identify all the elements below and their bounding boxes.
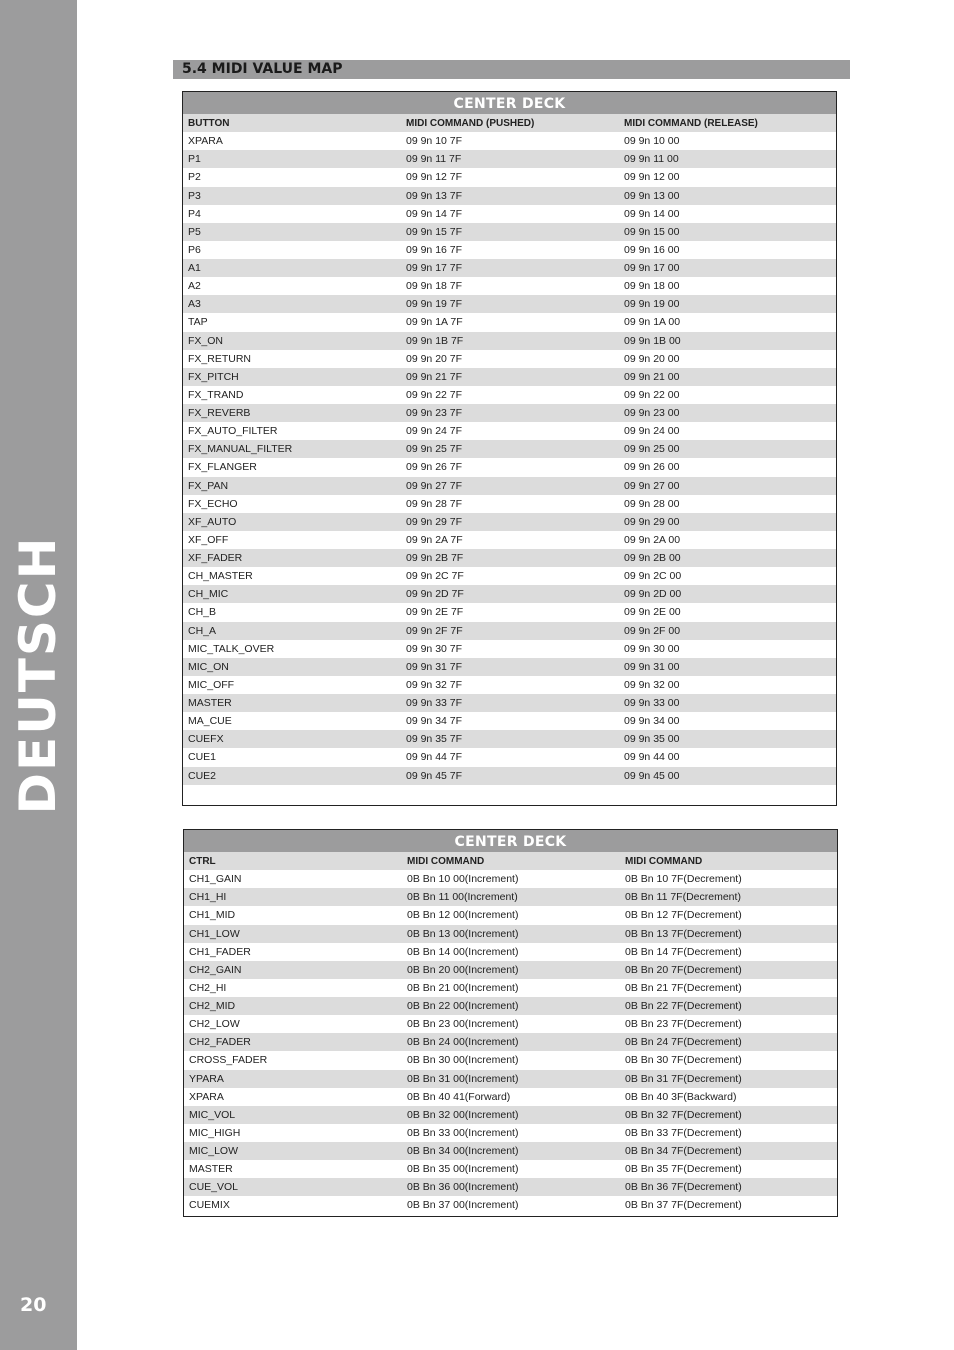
- table-cell: 09 9n 27 7F: [406, 479, 463, 492]
- table-cell: 09 9n 16 7F: [406, 243, 463, 256]
- table-cell: CH1_FADER: [189, 945, 251, 958]
- table-row: [183, 332, 836, 350]
- table-row: [183, 640, 836, 658]
- table-cell: 09 9n 15 00: [624, 225, 680, 238]
- table-cell: 09 9n 28 00: [624, 497, 680, 510]
- table-cell: MASTER: [188, 697, 232, 710]
- table-row: [183, 132, 836, 150]
- table-cell: 0B Bn 36 00(Increment): [407, 1181, 519, 1194]
- table-cell: CH_B: [188, 606, 217, 619]
- table-cell: 0B Bn 30 7F(Decrement): [625, 1054, 742, 1067]
- table-row: [183, 223, 836, 241]
- button-midi-table: [182, 91, 837, 806]
- table-row: [184, 943, 837, 961]
- table-cell: 0B Bn 30 00(Increment): [407, 1054, 519, 1067]
- table-cell: A3: [188, 298, 201, 311]
- table-cell: CH_MASTER: [188, 570, 253, 583]
- table-cell: 0B Bn 14 00(Increment): [407, 945, 519, 958]
- table-cell: 09 9n 19 7F: [406, 298, 463, 311]
- table-cell: 09 9n 21 7F: [406, 370, 463, 383]
- table-row: [184, 925, 837, 943]
- table-cell: 0B Bn 34 00(Increment): [407, 1145, 519, 1158]
- table-cell: 0B Bn 32 00(Increment): [407, 1108, 519, 1121]
- table-row: [183, 295, 836, 313]
- table-cell: 09 9n 2C 00: [624, 570, 682, 583]
- table-cell: 0B Bn 10 00(Increment): [407, 873, 519, 886]
- table-cell: 09 9n 10 7F: [406, 135, 463, 148]
- header-row: [184, 852, 837, 870]
- table-row: [184, 1142, 837, 1160]
- table-row: [183, 603, 836, 621]
- table-row: [183, 658, 836, 676]
- table-cell: 09 9n 31 7F: [406, 660, 463, 673]
- table-row: [184, 1124, 837, 1142]
- table-row: [184, 906, 837, 924]
- table-cell: 09 9n 2D 7F: [406, 588, 464, 601]
- table-cell: 09 9n 2E 7F: [406, 606, 464, 619]
- table-cell: XPARA: [188, 135, 223, 148]
- table-cell: 0B Bn 33 00(Increment): [407, 1126, 519, 1139]
- table-cell: 09 9n 25 00: [624, 443, 680, 456]
- table-cell: FX_FLANGER: [188, 461, 257, 474]
- column-header: CTRL: [189, 855, 216, 867]
- table-cell: 09 9n 2A 00: [624, 533, 681, 546]
- section-title: 5.4 MIDI VALUE MAP: [182, 61, 343, 77]
- table-cell: 0B Bn 13 00(Increment): [407, 927, 519, 940]
- table-cell: XF_FADER: [188, 552, 243, 565]
- table-row: [183, 585, 836, 603]
- table-cell: 09 9n 23 7F: [406, 407, 463, 420]
- section-header: [173, 60, 850, 79]
- table-cell: CH1_LOW: [189, 927, 240, 940]
- table-row: [183, 676, 836, 694]
- table-row: [184, 961, 837, 979]
- table-cell: MIC_TALK_OVER: [188, 642, 275, 655]
- table-row: [183, 549, 836, 567]
- table-row: [183, 730, 836, 748]
- table-cell: P3: [188, 189, 201, 202]
- table-cell: FX_ON: [188, 334, 224, 347]
- table-cell: 09 9n 25 7F: [406, 443, 463, 456]
- table-row: [183, 277, 836, 295]
- table-cell: CUE1: [188, 751, 217, 764]
- table-cell: 0B Bn 21 7F(Decrement): [625, 981, 742, 994]
- table-cell: 0B Bn 24 7F(Decrement): [625, 1036, 742, 1049]
- column-header: MIDI COMMAND: [407, 855, 485, 867]
- table-row: [184, 1015, 837, 1033]
- table-cell: 09 9n 32 7F: [406, 678, 463, 691]
- table-cell: 0B Bn 24 00(Increment): [407, 1036, 519, 1049]
- table-cell: CH1_MID: [189, 909, 236, 922]
- table-cell: 09 9n 13 7F: [406, 189, 463, 202]
- table-cell: 09 9n 17 00: [624, 262, 680, 275]
- table-cell: 0B Bn 35 00(Increment): [407, 1163, 519, 1176]
- table-row: [184, 888, 837, 906]
- table-row: [184, 1106, 837, 1124]
- table-cell: 0B Bn 34 7F(Decrement): [625, 1145, 742, 1158]
- table-cell: 0B Bn 13 7F(Decrement): [625, 927, 742, 940]
- table-row: [183, 748, 836, 766]
- table-cell: 0B Bn 21 00(Increment): [407, 981, 519, 994]
- table-cell: 09 9n 13 00: [624, 189, 680, 202]
- table-cell: TAP: [188, 316, 208, 329]
- column-header: MIDI COMMAND (PUSHED): [406, 117, 535, 129]
- table-cell: FX_TRAND: [188, 388, 244, 401]
- table-row: [183, 440, 836, 458]
- table-cell: 0B Bn 20 00(Increment): [407, 963, 519, 976]
- table-row: [184, 1178, 837, 1196]
- table-row: [184, 1088, 837, 1106]
- table-cell: XF_AUTO: [188, 515, 237, 528]
- table-title: CENTER DECK: [183, 92, 836, 114]
- table-row: [183, 368, 836, 386]
- table-cell: 09 9n 1B 00: [624, 334, 681, 347]
- table-title: CENTER DECK: [184, 830, 837, 852]
- table-cell: 09 9n 10 00: [624, 135, 680, 148]
- table-cell: 09 9n 12 7F: [406, 171, 463, 184]
- table-cell: 09 9n 30 00: [624, 642, 680, 655]
- table-row: [183, 150, 836, 168]
- table-cell: 09 9n 27 00: [624, 479, 680, 492]
- table-cell: 09 9n 17 7F: [406, 262, 463, 275]
- table-row: [183, 712, 836, 730]
- table-cell: 0B Bn 37 7F(Decrement): [625, 1199, 742, 1212]
- table-body: [183, 114, 836, 785]
- table-cell: 09 9n 34 7F: [406, 715, 463, 728]
- table-cell: 09 9n 2C 7F: [406, 570, 464, 583]
- table-cell: P6: [188, 243, 201, 256]
- table-cell: CUE_VOL: [189, 1181, 239, 1194]
- table-cell: 09 9n 44 7F: [406, 751, 463, 764]
- table-cell: 0B Bn 32 7F(Decrement): [625, 1108, 742, 1121]
- table-cell: 0B Bn 14 7F(Decrement): [625, 945, 742, 958]
- table-cell: 09 9n 29 7F: [406, 515, 463, 528]
- table-cell: 09 9n 1A 00: [624, 316, 681, 329]
- table-row: [183, 313, 836, 331]
- table-row: [184, 1070, 837, 1088]
- table-cell: 0B Bn 35 7F(Decrement): [625, 1163, 742, 1176]
- table-row: [183, 422, 836, 440]
- table-cell: 09 9n 1B 7F: [406, 334, 464, 347]
- table-cell: FX_PITCH: [188, 370, 239, 383]
- table-cell: 09 9n 1A 7F: [406, 316, 463, 329]
- table-row: [183, 241, 836, 259]
- table-cell: 09 9n 34 00: [624, 715, 680, 728]
- table-cell: 09 9n 20 7F: [406, 352, 463, 365]
- table-row: [183, 767, 836, 785]
- table-cell: CH2_HI: [189, 981, 227, 994]
- table-cell: 09 9n 15 7F: [406, 225, 463, 238]
- table-cell: 0B Bn 20 7F(Decrement): [625, 963, 742, 976]
- table-cell: 0B Bn 40 41(Forward): [407, 1090, 511, 1103]
- table-cell: 09 9n 18 00: [624, 280, 680, 293]
- table-cell: 09 9n 45 7F: [406, 769, 463, 782]
- table-cell: FX_REVERB: [188, 407, 251, 420]
- table-cell: FX_AUTO_FILTER: [188, 425, 278, 438]
- table-cell: FX_ECHO: [188, 497, 238, 510]
- table-cell: MIC_LOW: [189, 1145, 239, 1158]
- table-row: [183, 477, 836, 495]
- table-row: [183, 350, 836, 368]
- table-cell: MIC_OFF: [188, 678, 235, 691]
- table-cell: MIC_ON: [188, 660, 229, 673]
- table-row: [183, 567, 836, 585]
- table-cell: 09 9n 12 00: [624, 171, 680, 184]
- table-cell: 09 9n 28 7F: [406, 497, 463, 510]
- table-row: [183, 513, 836, 531]
- table-cell: 09 9n 22 7F: [406, 388, 463, 401]
- table-cell: 09 9n 14 7F: [406, 207, 463, 220]
- table-row: [184, 1051, 837, 1069]
- table-cell: 0B Bn 22 7F(Decrement): [625, 1000, 742, 1013]
- table-cell: CH2_FADER: [189, 1036, 251, 1049]
- table-cell: CH_MIC: [188, 588, 229, 601]
- table-cell: 09 9n 26 7F: [406, 461, 463, 474]
- table-cell: 0B Bn 22 00(Increment): [407, 1000, 519, 1013]
- table-cell: 09 9n 23 00: [624, 407, 680, 420]
- table-cell: 0B Bn 31 00(Increment): [407, 1072, 519, 1085]
- header-row: [183, 114, 836, 132]
- table-row: [183, 187, 836, 205]
- table-row: [183, 622, 836, 640]
- table-cell: 09 9n 20 00: [624, 352, 680, 365]
- table-cell: 09 9n 35 7F: [406, 733, 463, 746]
- table-cell: 0B Bn 10 7F(Decrement): [625, 873, 742, 886]
- table-cell: 09 9n 30 7F: [406, 642, 463, 655]
- table-cell: A1: [188, 262, 201, 275]
- table-cell: CH2_MID: [189, 1000, 236, 1013]
- table-cell: 0B Bn 23 00(Increment): [407, 1018, 519, 1031]
- table-row: [184, 997, 837, 1015]
- column-header: MIDI COMMAND (RELEASE): [624, 117, 758, 129]
- table-cell: CH1_GAIN: [189, 873, 242, 886]
- table-cell: 09 9n 11 00: [624, 153, 679, 166]
- table-cell: 09 9n 22 00: [624, 388, 680, 401]
- table-cell: 09 9n 2A 7F: [406, 533, 463, 546]
- table-cell: XF_OFF: [188, 533, 229, 546]
- table-cell: MASTER: [189, 1163, 233, 1176]
- table-row: [184, 979, 837, 997]
- table-cell: 09 9n 14 00: [624, 207, 680, 220]
- table-cell: P1: [188, 153, 201, 166]
- table-cell: 09 9n 24 00: [624, 425, 680, 438]
- table-cell: 09 9n 31 00: [624, 660, 680, 673]
- table-cell: XPARA: [189, 1090, 224, 1103]
- table-cell: CROSS_FADER: [189, 1054, 268, 1067]
- table-cell: 09 9n 11 7F: [406, 153, 462, 166]
- table-cell: 0B Bn 11 00(Increment): [407, 891, 518, 904]
- table-cell: 0B Bn 40 3F(Backward): [625, 1090, 737, 1103]
- table-cell: P5: [188, 225, 201, 238]
- table-cell: 09 9n 29 00: [624, 515, 680, 528]
- table-row: [183, 168, 836, 186]
- table-cell: CH1_HI: [189, 891, 227, 904]
- table-row: [183, 259, 836, 277]
- table-cell: FX_MANUAL_FILTER: [188, 443, 293, 456]
- table-cell: 09 9n 19 00: [624, 298, 680, 311]
- table-cell: FX_RETURN: [188, 352, 252, 365]
- page-number: 20: [20, 1294, 47, 1316]
- table-cell: 0B Bn 12 7F(Decrement): [625, 909, 742, 922]
- table-body: [184, 852, 837, 1215]
- table-row: [183, 495, 836, 513]
- table-row: [183, 458, 836, 476]
- table-cell: CH_A: [188, 624, 217, 637]
- table-cell: A2: [188, 280, 201, 293]
- table-cell: CUEFX: [188, 733, 224, 746]
- column-header: MIDI COMMAND: [625, 855, 703, 867]
- table-cell: FX_PAN: [188, 479, 229, 492]
- table-cell: CH2_LOW: [189, 1018, 240, 1031]
- table-cell: MIC_HIGH: [189, 1126, 241, 1139]
- table-cell: 09 9n 33 7F: [406, 697, 463, 710]
- table-cell: 0B Bn 23 7F(Decrement): [625, 1018, 742, 1031]
- table-row: [183, 531, 836, 549]
- table-cell: MIC_VOL: [189, 1108, 236, 1121]
- table-cell: 09 9n 2B 7F: [406, 552, 464, 565]
- table-cell: 09 9n 18 7F: [406, 280, 463, 293]
- table-row: [184, 1160, 837, 1178]
- table-row: [184, 1033, 837, 1051]
- table-cell: 0B Bn 33 7F(Decrement): [625, 1126, 742, 1139]
- table-cell: 0B Bn 37 00(Increment): [407, 1199, 519, 1212]
- table-row: [184, 870, 837, 888]
- table-cell: MA_CUE: [188, 715, 232, 728]
- table-row: [183, 205, 836, 223]
- table-cell: CUE2: [188, 769, 217, 782]
- table-cell: 09 9n 16 00: [624, 243, 680, 256]
- table-cell: 09 9n 2B 00: [624, 552, 681, 565]
- table-cell: CUEMIX: [189, 1199, 230, 1212]
- table-cell: 09 9n 2F 7F: [406, 624, 463, 637]
- table-cell: CH2_GAIN: [189, 963, 242, 976]
- table-cell: 09 9n 21 00: [624, 370, 680, 383]
- language-sidebar: [0, 0, 77, 1350]
- table-row: [184, 1196, 837, 1214]
- table-cell: 09 9n 33 00: [624, 697, 680, 710]
- table-row: [183, 404, 836, 422]
- table-row: [183, 386, 836, 404]
- table-cell: 09 9n 24 7F: [406, 425, 463, 438]
- table-cell: YPARA: [189, 1072, 224, 1085]
- table-cell: P2: [188, 171, 201, 184]
- table-cell: 0B Bn 31 7F(Decrement): [625, 1072, 742, 1085]
- table-cell: 09 9n 2D 00: [624, 588, 682, 601]
- table-cell: 09 9n 35 00: [624, 733, 680, 746]
- table-cell: 09 9n 45 00: [624, 769, 680, 782]
- table-cell: 0B Bn 12 00(Increment): [407, 909, 519, 922]
- table-row: [183, 694, 836, 712]
- table-cell: 0B Bn 11 7F(Decrement): [625, 891, 741, 904]
- column-header: BUTTON: [188, 117, 230, 129]
- language-label: DEUTSCH: [9, 535, 67, 815]
- table-cell: 09 9n 26 00: [624, 461, 680, 474]
- table-cell: 09 9n 2F 00: [624, 624, 681, 637]
- control-midi-table: [183, 829, 838, 1217]
- table-cell: 09 9n 32 00: [624, 678, 680, 691]
- table-cell: P4: [188, 207, 201, 220]
- table-cell: 0B Bn 36 7F(Decrement): [625, 1181, 742, 1194]
- table-cell: 09 9n 44 00: [624, 751, 680, 764]
- table-cell: 09 9n 2E 00: [624, 606, 681, 619]
